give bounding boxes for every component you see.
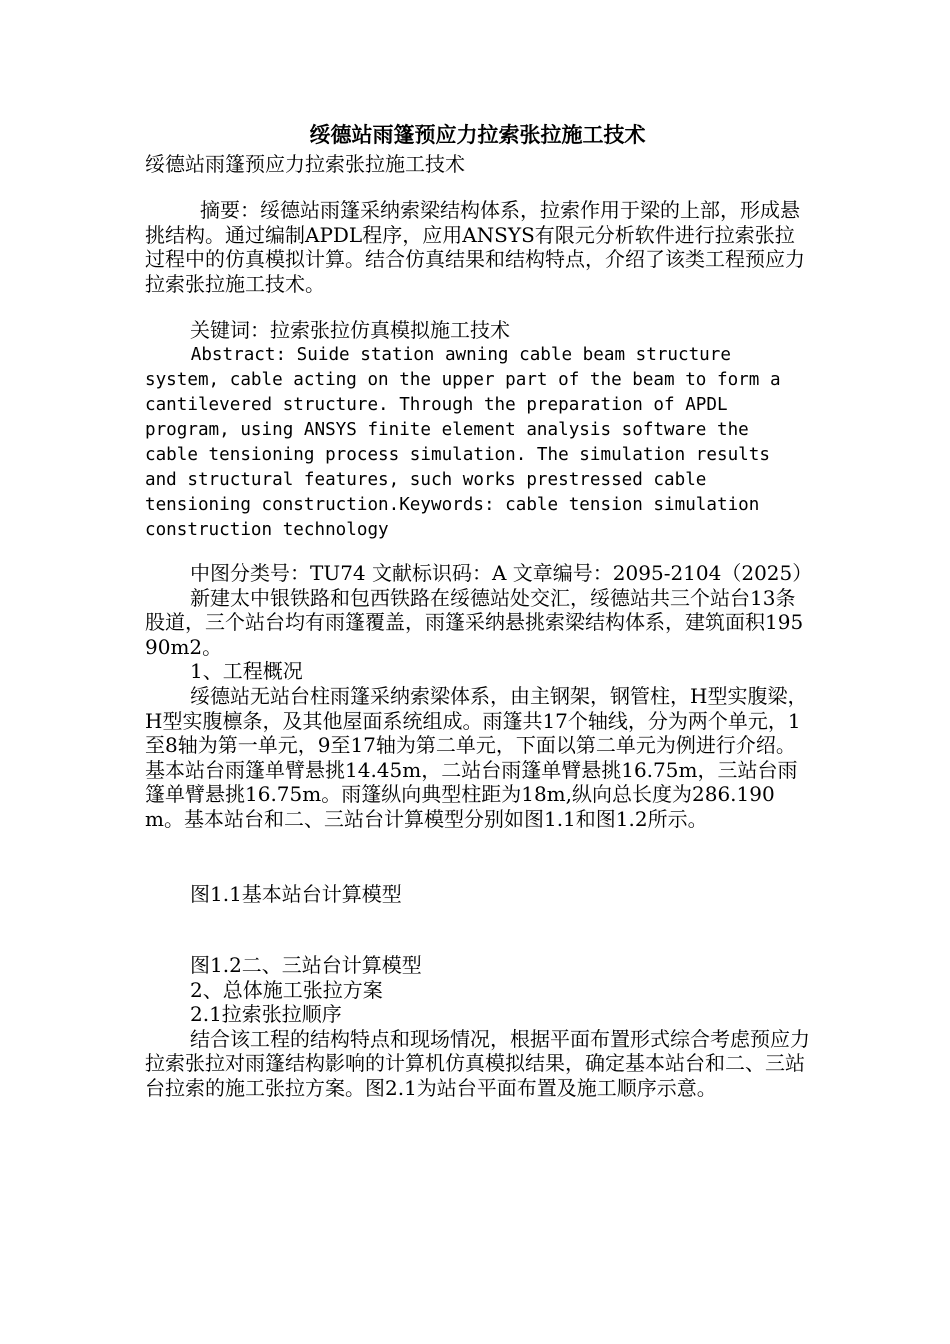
document-subtitle: 绥德站雨篷预应力拉索张拉施工技术: [145, 152, 465, 176]
intro-paragraph: 新建太中银铁路和包西铁路在绥德站处交汇，绥德站共三个站台13条股道，三个站台均有雨篷覆盖，雨篷采纳悬挑索梁结构体系，建筑面积19590m2。: [145, 585, 804, 659]
section-2-1-body: 结合该工程的结构特点和现场情况，根据平面布置形式综合考虑预应力拉索张拉对雨篷结构影响的计算机仿真模拟结果，确定基本站台和二、三站台拉索的施工张拉方案。图2.1为站台平面布置及施工顺序示意。: [145, 1026, 810, 1101]
section-2-heading: 2、总体施工张拉方案: [190, 977, 383, 1002]
spacer: [145, 543, 810, 561]
figure-2-caption: 图1.2二、三站台计算模型: [190, 953, 422, 978]
classification-line: 中图分类号：TU74 文献标识码：A 文章编号：2095-2104（2025）: [190, 560, 813, 585]
keywords-cn: 关键词：拉索张拉仿真模拟施工技术: [190, 318, 510, 343]
abstract-en: Abstract: Suide station awning cable beam structure system, cable acting on the upper part of the beam to form a cantilevered structure. Through the preparation of APDL program, using ANSYS finite element analysis software the cable tensioning process simulation. The simulation results and structural features, such works prestressed cable tensioning construction.Keywords: cable tension simulation construction technology: [145, 344, 781, 540]
spacer: [145, 296, 810, 318]
abstract-cn: 摘要：绥德站雨篷采纳索梁结构体系，拉索作用于梁的上部，形成悬挑结构。通过编制APDL程序，应用ANSYS有限元分析软件进行拉索张拉过程中的仿真模拟计算。结合仿真结果和结构特点，介绍了该类工程预应力拉索张拉施工技术。: [145, 198, 805, 296]
section-1-body: 绥德站无站台柱雨篷采纳索梁体系，由主钢架，钢管柱，H型实腹梁，H型实腹檩条，及其他屋面系统组成。雨篷共17个轴线，分为两个单元，1至8轴为第一单元，9至17轴为第二单元，下面以第二单元为例进行介绍。基本站台雨篷单臂悬挑14.45m，二站台雨篷单臂悬挑16.75m，三站台雨篷单臂悬挑16.75m。雨篷纵向典型柱距为18m,纵向总长度为286.190m。基本站台和二、三站台计算模型分别如图1.1和图1.2所示。: [145, 683, 808, 831]
section-1-heading: 1、工程概况: [190, 659, 303, 684]
document-title: 绥德站雨篷预应力拉索张拉施工技术: [309, 122, 646, 147]
section-2-1-heading: 2.1拉索张拉顺序: [190, 1002, 342, 1027]
figure-1-caption: 图1.1基本站台计算模型: [190, 881, 402, 906]
figure-2-placeholder: [145, 906, 810, 953]
figure-1-placeholder: [145, 832, 810, 882]
document-page: [145, 118, 813, 1101]
spacer: [145, 176, 810, 198]
